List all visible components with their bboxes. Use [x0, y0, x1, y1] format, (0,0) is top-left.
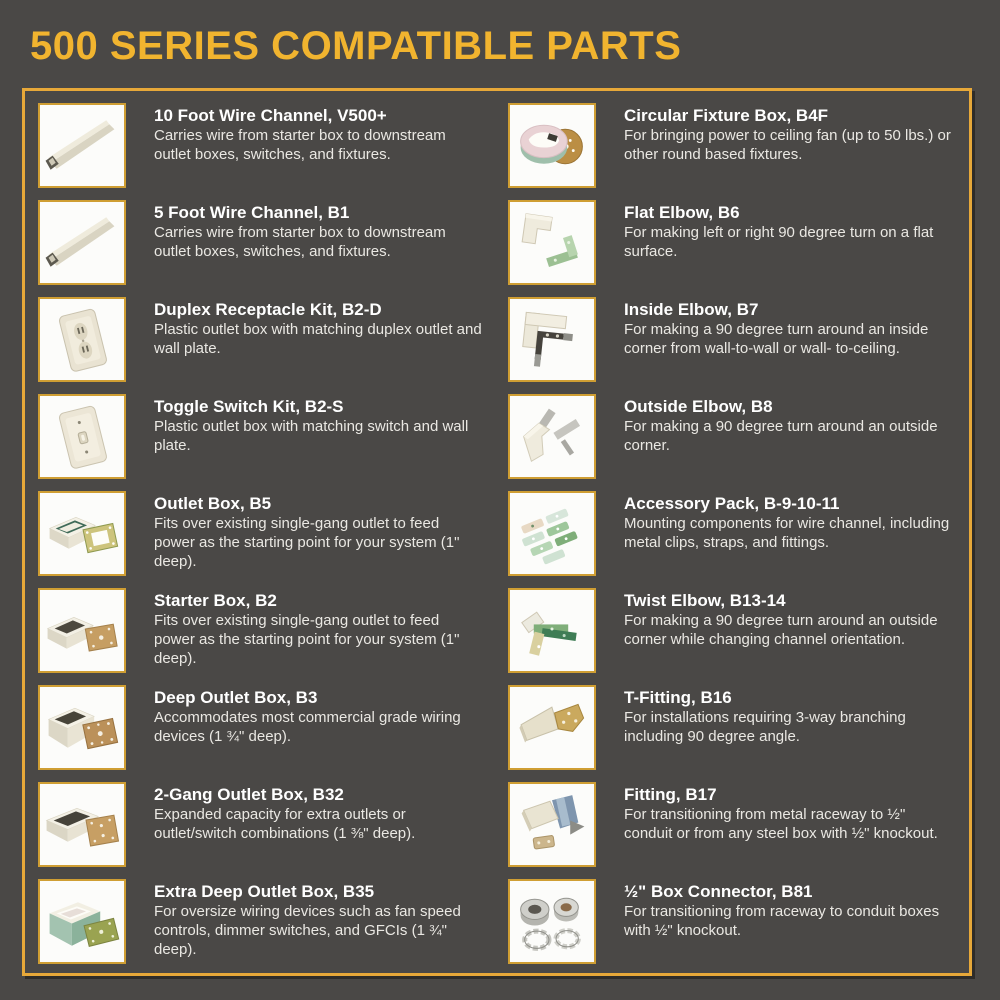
part-description: Fits over existing single-gang outlet to feed power as the starting point for your system (1" deep). — [154, 515, 460, 570]
part-thumbnail — [508, 394, 596, 479]
wire-channel-5ft-image — [40, 202, 124, 283]
part-text — [624, 588, 969, 649]
extra-deep-outlet-box-image — [40, 881, 124, 962]
part-title: ½" Box Connector, B81 — [624, 882, 813, 901]
part-description: For transitioning from raceway to conduit boxes with ½" knockout. — [624, 903, 940, 939]
part-description: For bringing power to ceiling fan (up to 50 lbs.) or other round based fixtures. — [624, 127, 951, 163]
half-inch-box-connector-image — [510, 881, 594, 962]
outside-elbow-image — [510, 396, 594, 477]
part-text — [154, 491, 497, 571]
part-description: For making a 90 degree turn around an outside corner. — [624, 418, 938, 454]
part-description: Fits over existing single-gang outlet to feed power as the starting point for your system (1" deep). — [154, 612, 460, 667]
part-title: Circular Fixture Box, B4F — [624, 106, 829, 125]
page-title: 500 SERIES COMPATIBLE PARTS — [30, 24, 682, 68]
part-description: For transitioning from metal raceway to ½" conduit or from any steel box with ½" knockout. — [624, 806, 938, 842]
wire-channel-10ft-image — [40, 105, 124, 186]
part-item-box-connector — [508, 879, 969, 976]
part-thumbnail — [38, 782, 126, 867]
part-description: For making a 90 degree turn around an inside corner from wall-to-wall or wall- to-ceiling. — [624, 321, 929, 357]
part-item-accessory-pack — [508, 491, 969, 588]
part-title: Toggle Switch Kit, B2-S — [154, 397, 344, 416]
part-text — [624, 685, 969, 746]
part-description: Carries wire from starter box to downstream outlet boxes, switches, and fixtures. — [154, 224, 446, 260]
part-thumbnail — [38, 588, 126, 673]
part-title: Inside Elbow, B7 — [624, 300, 759, 319]
part-title: Outlet Box, B5 — [154, 494, 272, 513]
deep-outlet-box-image — [40, 687, 124, 768]
two-gang-outlet-box-image — [40, 784, 124, 865]
part-description: Expanded capacity for extra outlets or outlet/switch combinations (1 ⅜" deep). — [154, 806, 416, 842]
part-item-flat-elbow — [508, 200, 969, 297]
duplex-receptacle-kit-image — [40, 299, 124, 380]
part-item-inside-elbow — [508, 297, 969, 394]
part-title: Extra Deep Outlet Box, B35 — [154, 882, 375, 901]
part-title: Starter Box, B2 — [154, 591, 277, 610]
part-item-deep-outlet-box — [38, 685, 497, 782]
part-thumbnail — [508, 782, 596, 867]
part-item-t-fitting — [508, 685, 969, 782]
part-text — [154, 297, 497, 358]
part-description: For making a 90 degree turn around an outside corner while changing channel orientation. — [624, 612, 938, 648]
part-description: Plastic outlet box with matching duplex outlet and wall plate. — [154, 321, 482, 357]
part-item-wire-channel-10ft — [38, 103, 497, 200]
part-title: Twist Elbow, B13-14 — [624, 591, 786, 610]
part-thumbnail — [508, 103, 596, 188]
part-text — [624, 200, 969, 261]
outlet-box-image — [40, 493, 124, 574]
part-title: Duplex Receptacle Kit, B2-D — [154, 300, 382, 319]
part-text — [154, 782, 497, 843]
part-item-twist-elbow — [508, 588, 969, 685]
part-thumbnail — [508, 588, 596, 673]
part-text — [624, 782, 969, 843]
part-text — [154, 103, 497, 164]
part-title: Accessory Pack, B-9-10-11 — [624, 494, 840, 513]
starter-box-image — [40, 590, 124, 671]
part-text — [154, 685, 497, 746]
part-text — [154, 588, 497, 668]
part-thumbnail — [38, 685, 126, 770]
t-fitting-image — [510, 687, 594, 768]
parts-column-right — [497, 91, 969, 973]
part-item-wire-channel-5ft — [38, 200, 497, 297]
part-thumbnail — [508, 879, 596, 964]
part-description: For oversize wiring devices such as fan speed controls, dimmer switches, and GFCIs (1 ¾" deep). — [154, 903, 461, 958]
part-description: Mounting components for wire channel, including metal clips, straps, and fittings. — [624, 515, 950, 551]
part-item-circular-fixture-box — [508, 103, 969, 200]
part-description: Plastic outlet box with matching switch and wall plate. — [154, 418, 469, 454]
toggle-switch-kit-image — [40, 396, 124, 477]
part-thumbnail — [508, 297, 596, 382]
part-thumbnail — [508, 491, 596, 576]
part-title: 2-Gang Outlet Box, B32 — [154, 785, 344, 804]
part-text — [154, 200, 497, 261]
part-thumbnail — [508, 685, 596, 770]
part-thumbnail — [38, 879, 126, 964]
part-text — [624, 103, 969, 164]
part-thumbnail — [38, 297, 126, 382]
part-item-extra-deep-outlet-box — [38, 879, 497, 976]
part-title: Deep Outlet Box, B3 — [154, 688, 318, 707]
part-thumbnail — [38, 103, 126, 188]
part-item-outlet-box — [38, 491, 497, 588]
flat-elbow-image — [510, 202, 594, 283]
fitting-image — [510, 784, 594, 865]
part-item-starter-box — [38, 588, 497, 685]
part-item-fitting — [508, 782, 969, 879]
part-description: Accommodates most commercial grade wiring devices (1 ¾" deep). — [154, 709, 461, 745]
part-text — [154, 879, 497, 959]
part-title: Outside Elbow, B8 — [624, 397, 773, 416]
accessory-pack-image — [510, 493, 594, 574]
parts-panel — [22, 88, 972, 976]
part-text — [624, 491, 969, 552]
inside-elbow-image — [510, 299, 594, 380]
part-item-2-gang-outlet-box — [38, 782, 497, 879]
part-text — [154, 394, 497, 455]
part-item-outside-elbow — [508, 394, 969, 491]
part-title: 5 Foot Wire Channel, B1 — [154, 203, 350, 222]
part-thumbnail — [38, 200, 126, 285]
part-text — [624, 879, 969, 940]
part-item-duplex-receptacle-kit — [38, 297, 497, 394]
parts-column-left — [25, 91, 497, 973]
part-text — [624, 297, 969, 358]
part-title: 10 Foot Wire Channel, V500+ — [154, 106, 387, 125]
part-title: T-Fitting, B16 — [624, 688, 732, 707]
part-title: Fitting, B17 — [624, 785, 717, 804]
part-thumbnail — [38, 394, 126, 479]
part-description: For making left or right 90 degree turn on a flat surface. — [624, 224, 934, 260]
part-item-toggle-switch-kit — [38, 394, 497, 491]
part-description: For installations requiring 3-way branching including 90 degree angle. — [624, 709, 906, 745]
part-title: Flat Elbow, B6 — [624, 203, 740, 222]
circular-fixture-box-image — [510, 105, 594, 186]
part-thumbnail — [38, 491, 126, 576]
part-thumbnail — [508, 200, 596, 285]
part-text — [624, 394, 969, 455]
part-description: Carries wire from starter box to downstream outlet boxes, switches, and fixtures. — [154, 127, 446, 163]
twist-elbow-image — [510, 590, 594, 671]
